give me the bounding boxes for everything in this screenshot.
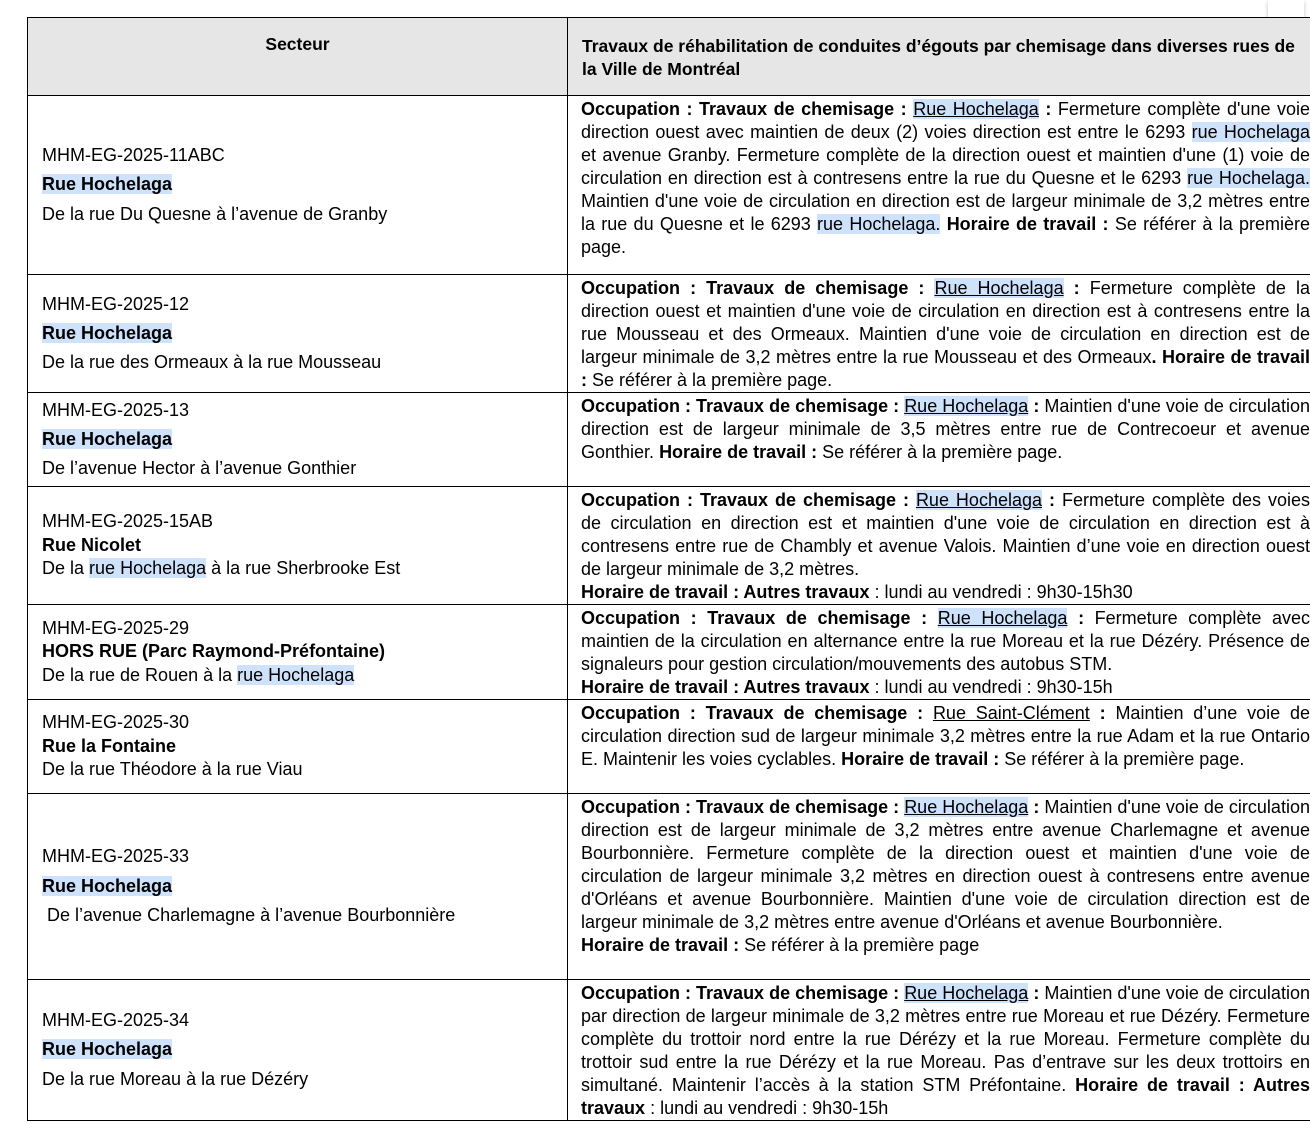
horaire-label: Horaire de travail : Autres travaux xyxy=(581,1075,1310,1118)
works-table xyxy=(27,17,1310,1121)
highlight-text: rue Hochelaga xyxy=(237,664,355,685)
sector-street: Rue la Fontaine xyxy=(42,735,177,756)
header-secteur: Secteur xyxy=(28,18,568,96)
sector-street: Rue Hochelaga xyxy=(42,323,173,343)
colon: : xyxy=(1033,396,1040,416)
horaire-text: : lundi au vendredi : 9h30-15h30 xyxy=(874,582,1133,602)
table-row xyxy=(28,96,1310,275)
sector-segment: De l’avenue Charlemagne à l’avenue Bourbonnière xyxy=(42,905,456,926)
works-cell xyxy=(568,393,1310,487)
works-text: Maintien d’une voie de circulation direction sud de largeur minimale 3,2 mètres entre la rue Adam et la rue Ontario E. Maintenir les voies cyclables. xyxy=(581,703,1310,769)
works-text: Fermeture complète avec maintien de la circulation en alternance entre la rue Moreau et la rue Dézéry. Présence de signaleurs pour gestion circulation/mouvements des autobus STM. xyxy=(581,608,1310,674)
works-text: Maintien d'une voie de circulation en direction est de largeur minimale de 3,2 mètres entre la rue du Quesne et le 6293 xyxy=(581,191,1310,234)
occupation-label: Occupation : Travaux de chemisage : xyxy=(581,99,907,119)
street-link[interactable]: Rue Hochelaga xyxy=(904,797,1029,817)
table-row xyxy=(28,605,1310,700)
horaire-label: Horaire de travail : Autres travaux xyxy=(581,677,870,697)
works-text: Fermeture complète d'une voie direction ouest avec maintien de deux (2) voies direction est entre le 6293 xyxy=(581,99,1310,142)
works-cell xyxy=(568,980,1310,1121)
works-text: Maintien d'une voie de circulation direction est de largeur minimale de 3,5 mètres entre rue de Contrecoeur et avenue Gonthier. xyxy=(581,396,1310,462)
horaire-text: : lundi au vendredi : 9h30-15h xyxy=(650,1098,889,1118)
colon: : xyxy=(1078,608,1085,628)
highlight-text: rue Hochelaga. xyxy=(817,214,941,234)
table-row xyxy=(28,794,1310,980)
street-link[interactable]: Rue Hochelaga xyxy=(904,983,1029,1003)
sector-segment: De l’avenue Hector à l’avenue Gonthier xyxy=(42,458,357,478)
sector-cell xyxy=(28,794,568,980)
sector-street: Rue Hochelaga xyxy=(42,174,173,195)
occupation-label: Occupation : Travaux de chemisage : xyxy=(581,983,900,1003)
sector-segment: De la rue des Ormeaux à la rue Mousseau xyxy=(42,352,382,372)
sector-cell xyxy=(28,393,568,487)
works-cell xyxy=(568,96,1310,275)
works-text: Maintien d'une voie de circulation direction est de largeur minimale de 3,2 mètres entre avenue Charlemagne et avenue Bourbonnière. Fermeture complète de la direction ouest et maintien d'une voie de circulation de largeur minimale 3,2 mètres en direction ouest à contresens entre avenue d'Orléans et avenue Bourbonnière. Maintien d'une voie de circulation direction est de largeur minimale de 3,2 mètres entre avenue d'Orléans et avenue Bourbonnière. xyxy=(581,797,1310,932)
works-text: Fermeture complète de la direction ouest et maintien d'une voie de circulation en direction est à contresens entre la rue Mousseau et des Ormeaux. Maintien d'une voie de circulation en direction est de largeur minimale de 3,2 mètres entre la rue Mousseau et des Ormeaux xyxy=(581,278,1310,367)
street-link[interactable]: Rue Hochelaga xyxy=(913,99,1039,119)
sector-code: MHM-EG-2025-13 xyxy=(42,400,190,420)
sector-segment: De la rue Du Quesne à l’avenue de Granby xyxy=(42,203,388,224)
sector-street: Rue Nicolet xyxy=(42,534,142,555)
horaire-text: Se référer à la première page xyxy=(744,935,980,955)
sector-street: Rue Hochelaga xyxy=(42,875,173,896)
sector-segment: De la rue Théodore à la rue Viau xyxy=(42,759,303,780)
sector-segment: De la rue Hochelaga à la rue Sherbrooke Est xyxy=(42,558,401,579)
street-link[interactable]: Rue Saint-Clément xyxy=(932,703,1090,723)
occupation-label: Occupation : Travaux de chemisage : xyxy=(581,703,924,723)
horaire-text: Se référer à la première page. xyxy=(1004,749,1245,769)
works-text: Fermeture complète des voies de circulation en direction est et maintien d'une voie de circulation en direction est à contresens entre rue de Chambly et avenue Valois. Maintien d’une voie en direction ouest de largeur minimale de 3,2 mètres. xyxy=(581,490,1310,579)
table-row xyxy=(28,980,1310,1121)
colon: : xyxy=(1033,797,1040,817)
sector-code: MHM-EG-2025-33 xyxy=(42,846,190,867)
occupation-label: Occupation : Travaux de chemisage : xyxy=(581,797,900,817)
horaire-label: Horaire de travail : xyxy=(659,442,818,462)
colon: : xyxy=(1048,490,1055,510)
colon: : xyxy=(1099,703,1106,723)
sector-cell xyxy=(28,487,568,605)
colon: : xyxy=(1033,983,1040,1003)
sector-code: MHM-EG-2025-15AB xyxy=(42,511,214,532)
sector-cell xyxy=(28,980,568,1121)
works-cell xyxy=(568,487,1310,605)
table-row xyxy=(28,275,1310,393)
highlight-text: rue Hochelaga. xyxy=(1187,168,1310,188)
table-header-row xyxy=(28,18,1310,96)
sector-street: HORS RUE (Parc Raymond-Préfontaine) xyxy=(42,641,386,662)
sector-street: Rue Hochelaga xyxy=(42,1039,173,1060)
street-link[interactable]: Rue Hochelaga xyxy=(934,278,1064,298)
horaire-text: Se référer à la première page. xyxy=(581,214,1310,257)
highlight-text: rue Hochelaga xyxy=(89,558,207,579)
sector-code: MHM-EG-2025-29 xyxy=(42,617,190,638)
occupation-label: Occupation : Travaux de chemisage : xyxy=(581,608,928,628)
sector-segment: De la rue Moreau à la rue Dézéry xyxy=(42,1068,309,1089)
colon: : xyxy=(1073,278,1080,298)
horaire-label: . Horaire de travail : xyxy=(581,347,1310,390)
horaire-label: Horaire de travail : xyxy=(946,214,1109,234)
colon: : xyxy=(1045,99,1052,119)
works-cell xyxy=(568,794,1310,980)
sector-code: MHM-EG-2025-30 xyxy=(42,712,190,733)
horaire-text: : lundi au vendredi : 9h30-15h xyxy=(874,677,1113,697)
sector-cell xyxy=(28,96,568,275)
table-row xyxy=(28,700,1310,794)
works-text: et avenue Granby. Fermeture complète de la direction ouest et maintien d'une (1) voie de circulation en direction est à contresens entre la rue du Quesne et le 6293 xyxy=(581,145,1310,188)
street-link[interactable]: Rue Hochelaga xyxy=(904,396,1029,416)
occupation-label: Occupation : Travaux de chemisage : xyxy=(581,490,909,510)
sector-code: MHM-EG-2025-34 xyxy=(42,1009,190,1030)
table-row xyxy=(28,393,1310,487)
street-link[interactable]: Rue Hochelaga xyxy=(937,608,1068,628)
works-text: Maintien d'une voie de circulation par direction de largeur minimale de 3,2 mètres entre rue Moreau et rue Dézéry. Fermeture complète du trottoir nord entre la rue Dérézy et la rue Moreau. Fermeture complète du trottoir sud entre la rue Dérézy et la rue Moreau. Pas d’entrave sur les deux trottoirs en simultané. Maintenir l’accès à la station STM Préfontaine. xyxy=(581,983,1310,1095)
horaire-label: Horaire de travail : xyxy=(581,935,740,955)
works-cell xyxy=(568,275,1310,393)
street-link[interactable]: Rue Hochelaga xyxy=(915,490,1042,510)
sector-cell xyxy=(28,700,568,794)
sector-cell xyxy=(28,275,568,393)
highlight-text: rue Hochelaga xyxy=(1191,122,1310,142)
sector-code: MHM-EG-2025-11ABC xyxy=(42,144,225,165)
occupation-label: Occupation : Travaux de chemisage : xyxy=(581,396,900,416)
horaire-text: Se référer à la première page. xyxy=(822,442,1063,462)
sector-segment: De la rue de Rouen à la rue Hochelaga xyxy=(42,664,355,685)
works-cell xyxy=(568,605,1310,700)
occupation-label: Occupation : Travaux de chemisage : xyxy=(581,278,925,298)
works-cell xyxy=(568,700,1310,794)
header-travaux: Travaux de réhabilitation de conduites d’égouts par chemisage dans diverses rues de la Ville de Montréal xyxy=(568,18,1310,96)
horaire-label: Horaire de travail : Autres travaux xyxy=(581,582,870,602)
horaire-label: Horaire de travail : xyxy=(841,749,1000,769)
sector-cell xyxy=(28,605,568,700)
horaire-text: Se référer à la première page. xyxy=(592,370,833,390)
table-row xyxy=(28,487,1310,605)
sector-street: Rue Hochelaga xyxy=(42,429,173,449)
sector-code: MHM-EG-2025-12 xyxy=(42,294,190,314)
